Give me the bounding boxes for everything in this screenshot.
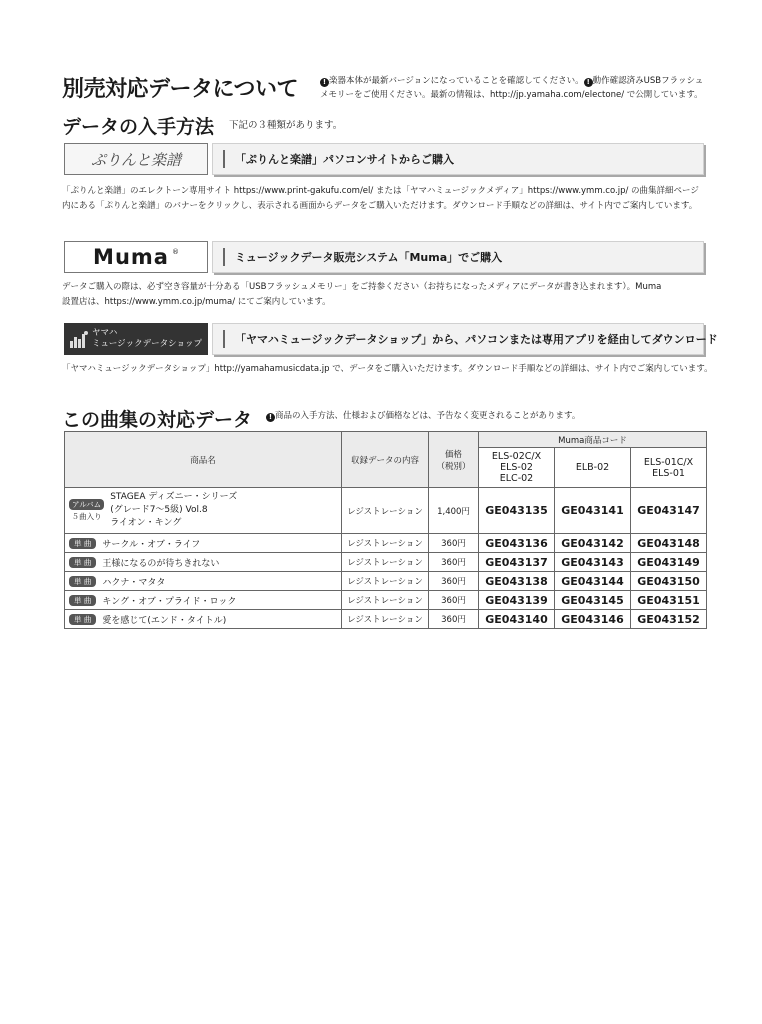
code-cell: GE043136 — [479, 534, 555, 553]
table-row — [65, 610, 707, 629]
code-cell: GE043140 — [479, 610, 555, 629]
code-cell: GE043152 — [631, 610, 707, 629]
code-cell: GE043138 — [479, 572, 555, 591]
muma-logo: Muma ® — [64, 241, 208, 273]
code-cell: GE043151 — [631, 591, 707, 610]
info-icon: ! — [320, 78, 329, 87]
price-cell: 360円 — [429, 591, 479, 610]
product-name: 単 曲 ハクナ・マタタ — [65, 572, 342, 591]
header-els01: ELS-01C/X ELS-01 — [631, 448, 707, 488]
single-tag: 単 曲 — [69, 614, 96, 625]
header-els02: ELS-02C/X ELS-02 ELC-02 — [479, 448, 555, 488]
code-cell: GE043149 — [631, 553, 707, 572]
howto-subtitle: 下記の３種類があります。 — [229, 120, 343, 131]
single-tag: 単 曲 — [69, 576, 96, 587]
header-content: 収録データの内容 — [342, 432, 429, 488]
purinto-gakufu-banner: 「ぷりんと楽譜」パソコンサイトからご購入 — [212, 143, 704, 175]
muma-banner: ミュージックデータ販売システム「Muma」でご購入 — [212, 241, 704, 273]
supported-note: ! 商品の入手方法、仕様および価格などは、予告なく変更されることがあります。 — [266, 409, 580, 423]
yamaha-music-data-shop-logo: ヤマハ ミュージックデータショップ — [64, 323, 208, 355]
code-cell: GE043147 — [631, 488, 707, 534]
code-cell: GE043137 — [479, 553, 555, 572]
banner-divider — [223, 150, 225, 168]
header-elb02: ELB-02 — [555, 448, 631, 488]
code-cell: GE043144 — [555, 572, 631, 591]
header-price: 価格 （税別） — [429, 432, 479, 488]
table-row — [65, 572, 707, 591]
info-icon: ! — [266, 413, 275, 422]
content-cell: レジストレーション — [342, 572, 429, 591]
price-cell: 360円 — [429, 572, 479, 591]
single-tag: 単 曲 — [69, 557, 96, 568]
table-row — [65, 488, 707, 534]
code-cell: GE043145 — [555, 591, 631, 610]
content-cell: レジストレーション — [342, 488, 429, 534]
code-cell: GE043148 — [631, 534, 707, 553]
code-cell: GE043150 — [631, 572, 707, 591]
code-cell: GE043139 — [479, 591, 555, 610]
product-name: 単 曲 王様になるのが待ちきれない — [65, 553, 342, 572]
info-icon: ! — [584, 78, 593, 87]
banner-divider — [223, 330, 225, 348]
header-product: 商品名 — [65, 432, 342, 488]
music-data-shop-icon — [69, 329, 89, 349]
album-badge: アルバム ５曲入り — [69, 499, 104, 523]
code-cell: GE043135 — [479, 488, 555, 534]
code-cell: GE043143 — [555, 553, 631, 572]
product-name: アルバム ５曲入り STAGEA ディズニー・シリーズ (グレード7〜5級) Vol.8 ライオン・キング — [65, 488, 342, 534]
content-cell: レジストレーション — [342, 534, 429, 553]
table-row — [65, 553, 707, 572]
price-cell: 360円 — [429, 553, 479, 572]
code-cell: GE043141 — [555, 488, 631, 534]
single-tag: 単 曲 — [69, 538, 96, 549]
price-cell: 360円 — [429, 610, 479, 629]
header-muma-code: Muma商品コード — [479, 432, 707, 448]
price-cell: 1,400円 — [429, 488, 479, 534]
howto-title: データの入手方法 — [62, 116, 215, 138]
content-cell: レジストレーション — [342, 553, 429, 572]
music-data-shop-description: 「ヤマハミュージックデータショップ」http://yamahamusicdata.jp で、データをご購入いただけます。ダウンロード手順などの詳細は、サイト内でご案内しています。 — [62, 364, 713, 374]
content-cell: レジストレーション — [342, 610, 429, 629]
product-name: 単 曲 キング・オブ・プライド・ロック — [65, 591, 342, 610]
purinto-gakufu-logo: ぷりんと楽譜 — [64, 143, 208, 175]
product-name: 単 曲 愛を感じて(エンド・タイトル) — [65, 610, 342, 629]
music-data-shop-banner: 「ヤマハミュージックデータショップ」から、パソコンまたは専用アプリを経由してダウンロード — [212, 323, 704, 355]
page-title: 別売対応データについて — [62, 77, 299, 102]
purinto-gakufu-description: 「ぷりんと楽譜」のエレクトーン専用サイト https://www.print-gakufu.com/el/ または「ヤマハミュージックメディア」https://www.ymm.co.jp/ の曲集詳細ページ 内にある「ぷりんと楽譜」のバナーをクリックし、表示される画面からデータをご購入いただけます。ダウンロード手順などの詳細は、サイト内でご案内しています。 — [62, 186, 699, 211]
single-tag: 単 曲 — [69, 595, 96, 606]
product-name: 単 曲 サークル・オブ・ライフ — [65, 534, 342, 553]
banner-divider — [223, 248, 225, 266]
code-cell: GE043142 — [555, 534, 631, 553]
table-row — [65, 534, 707, 553]
price-cell: 360円 — [429, 534, 479, 553]
table-row — [65, 591, 707, 610]
content-cell: レジストレーション — [342, 591, 429, 610]
code-cell: GE043146 — [555, 610, 631, 629]
product-table — [64, 431, 707, 629]
header-note: ! 楽器本体が最新バージョンになっていることを確認してください。 ! 動作確認済みUSBフラッシュ メモリーをご使用ください。最新の情報は、http://jp.yamaha.com/electone/ で公開しています。 — [320, 76, 704, 100]
muma-description: データご購入の際は、必ず空き容量が十分ある「USBフラッシュメモリー」をご持参ください（お持ちになったメディアにデータが書き込まれます）。Muma 設置店は、https://www.ymm.co.jp/muma/ にてご案内しています。 — [62, 282, 662, 307]
supported-title: この曲集の対応データ — [62, 409, 253, 431]
